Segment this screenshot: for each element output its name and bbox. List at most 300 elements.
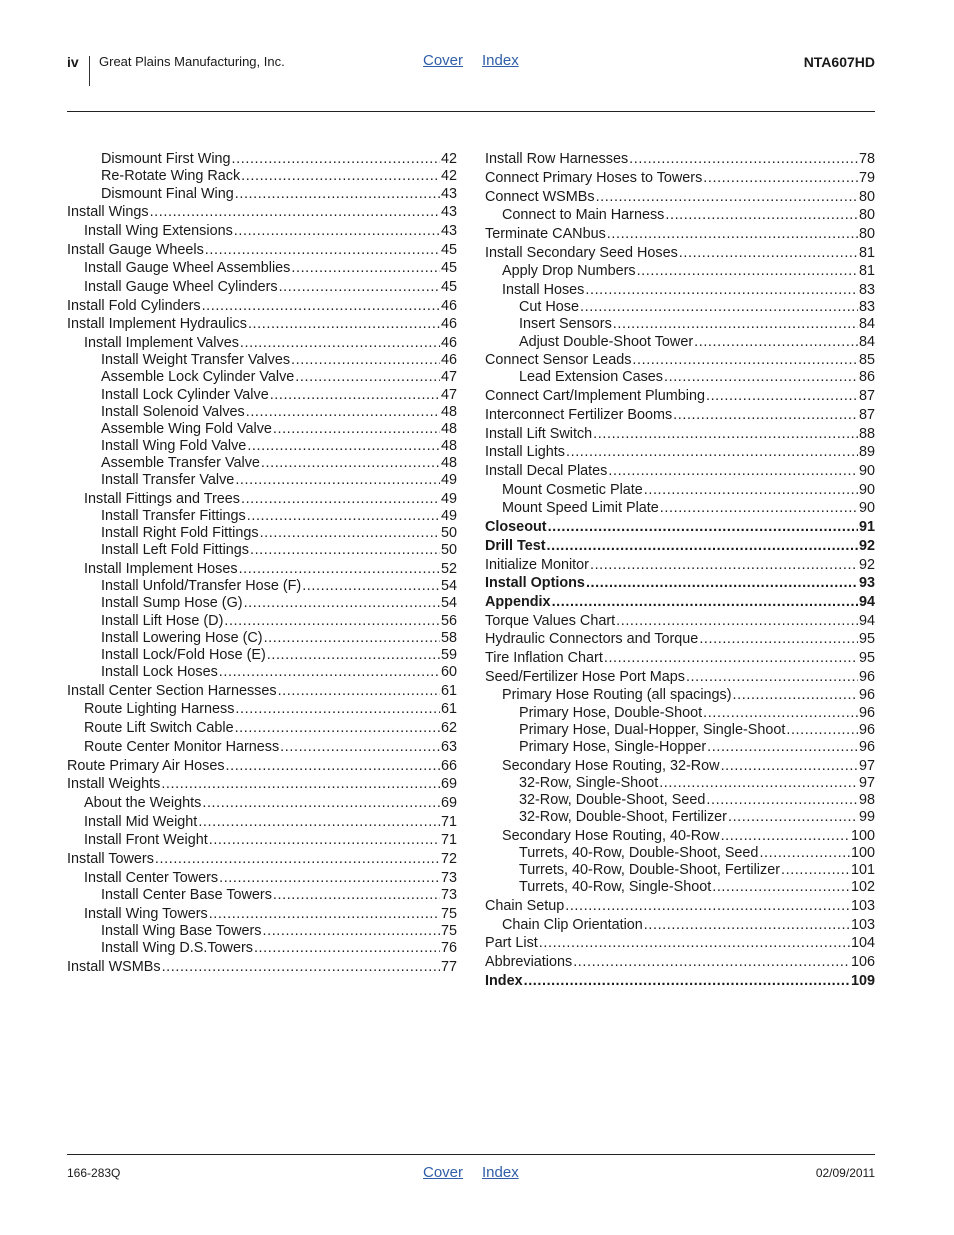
toc-entry-title: Install Lift Hose (D) xyxy=(101,613,224,629)
toc-entry[interactable] xyxy=(519,878,875,896)
toc-entry[interactable] xyxy=(485,169,875,187)
toc-entry-page: 69 xyxy=(440,776,457,792)
toc-entry[interactable] xyxy=(67,850,457,868)
toc-entry-page: 102 xyxy=(850,879,875,895)
toc-entry-page: 73 xyxy=(440,870,457,886)
toc-entry-page: 100 xyxy=(850,845,875,861)
toc-entry-title: Install Lights xyxy=(485,444,565,460)
toc-entry-title: Install Gauge Wheels xyxy=(67,242,204,258)
toc-entry-page: 81 xyxy=(858,245,875,261)
dot-leader xyxy=(607,225,858,243)
toc-entry-page: 94 xyxy=(858,594,875,610)
toc-entry-title: Install Center Base Towers xyxy=(101,887,272,903)
toc-entry-page: 95 xyxy=(858,631,875,647)
dot-leader xyxy=(219,663,440,681)
toc-entry-title: Primary Hose Routing (all spacings) xyxy=(502,687,732,703)
toc-entry-title: Install Wing D.S.Towers xyxy=(101,940,253,956)
toc-entry[interactable] xyxy=(485,244,875,262)
toc-entry-page: 50 xyxy=(440,542,457,558)
header-cover-link[interactable]: Cover xyxy=(423,52,464,69)
dot-leader xyxy=(637,262,858,280)
toc-entry-title: Install Implement Valves xyxy=(84,335,239,351)
toc-entry-title: Mount Cosmetic Plate xyxy=(502,482,643,498)
footer-rule xyxy=(67,1154,875,1155)
toc-entry[interactable] xyxy=(101,454,457,472)
dot-leader xyxy=(234,222,440,240)
toc-entry[interactable] xyxy=(67,203,457,221)
toc-entry[interactable] xyxy=(485,934,875,952)
toc-entry[interactable] xyxy=(101,663,457,681)
dot-leader xyxy=(703,704,858,722)
dot-leader xyxy=(240,334,440,352)
dot-leader xyxy=(613,315,858,333)
toc-entry-page: 84 xyxy=(858,316,875,332)
toc-entry-title: Install Wing Towers xyxy=(84,906,208,922)
toc-entry-title: Lead Extension Cases xyxy=(519,369,663,385)
dot-leader xyxy=(226,757,440,775)
toc-entry-page: 100 xyxy=(850,828,875,844)
toc-entry-page: 42 xyxy=(440,151,457,167)
toc-entry-title: 32-Row, Single-Shoot xyxy=(519,775,659,791)
toc-entry[interactable] xyxy=(519,315,875,333)
toc-entry-title: Install Decal Plates xyxy=(485,463,608,479)
toc-entry-title: Install Left Fold Fittings xyxy=(101,542,249,558)
dot-leader xyxy=(565,897,850,915)
toc-entry-title: Install Row Harnesses xyxy=(485,151,629,167)
toc-entry[interactable] xyxy=(101,437,457,455)
toc-entry[interactable] xyxy=(101,403,457,421)
dot-leader xyxy=(616,612,858,630)
dot-leader xyxy=(759,844,850,862)
toc-entry-page: 98 xyxy=(858,792,875,808)
toc-entry[interactable] xyxy=(101,612,457,630)
toc-entry[interactable] xyxy=(485,612,875,630)
dot-leader xyxy=(596,188,858,206)
toc-entry[interactable] xyxy=(519,844,875,862)
toc-entry-title: 32-Row, Double-Shoot, Seed xyxy=(519,792,706,808)
dot-leader xyxy=(291,259,440,277)
toc-entry-title: Re-Rotate Wing Rack xyxy=(101,168,241,184)
toc-entry-page: 78 xyxy=(858,151,875,167)
dot-leader xyxy=(644,481,858,499)
toc-entry[interactable] xyxy=(502,481,875,499)
toc-entry-title: Install WSMBs xyxy=(67,959,161,975)
toc-entry-title: Route Primary Air Hoses xyxy=(67,758,225,774)
toc-entry[interactable] xyxy=(485,630,875,648)
toc-entry-title: Appendix xyxy=(485,594,551,610)
dot-leader xyxy=(241,490,440,508)
toc-entry-page: 43 xyxy=(440,186,457,202)
toc-entry[interactable] xyxy=(519,738,875,756)
toc-entry-page: 106 xyxy=(850,954,875,970)
toc-entry[interactable] xyxy=(519,333,875,351)
toc-entry-page: 89 xyxy=(858,444,875,460)
dot-leader xyxy=(270,386,440,404)
toc-entry-title: About the Weights xyxy=(84,795,202,811)
dot-leader xyxy=(235,700,440,718)
dot-leader xyxy=(679,244,858,262)
toc-entry[interactable] xyxy=(485,537,875,555)
toc-entry[interactable] xyxy=(485,972,875,990)
dot-leader xyxy=(524,972,850,990)
toc-entry[interactable] xyxy=(101,577,457,595)
toc-entry-title: Install Transfer Valve xyxy=(101,472,235,488)
toc-entry-page: 49 xyxy=(440,472,457,488)
dot-leader xyxy=(539,934,850,952)
toc-entry-page: 83 xyxy=(858,299,875,315)
dot-leader xyxy=(235,471,440,489)
toc-entry[interactable] xyxy=(84,259,457,277)
toc-entry-page: 46 xyxy=(440,316,457,332)
toc-entry-page: 58 xyxy=(440,630,457,646)
toc-entry-title: Install Lock Hoses xyxy=(101,664,218,680)
toc-entry[interactable] xyxy=(84,813,457,831)
dot-leader xyxy=(547,537,858,555)
toc-entry[interactable] xyxy=(101,594,457,612)
toc-entry[interactable] xyxy=(519,704,875,722)
toc-entry[interactable] xyxy=(84,700,457,718)
toc-entry[interactable] xyxy=(519,368,875,386)
dot-leader xyxy=(198,813,440,831)
toc-entry[interactable] xyxy=(502,281,875,299)
toc-entry-page: 90 xyxy=(858,463,875,479)
toc-entry[interactable] xyxy=(485,225,875,243)
dot-leader xyxy=(781,861,850,879)
toc-entry[interactable] xyxy=(519,774,875,792)
toc-entry[interactable] xyxy=(485,897,875,915)
toc-entry-page: 62 xyxy=(440,720,457,736)
toc-entry-title: Install Weights xyxy=(67,776,161,792)
toc-entry[interactable] xyxy=(84,490,457,508)
dot-leader xyxy=(263,922,440,940)
toc-entry-title: Seed/Fertilizer Hose Port Maps xyxy=(485,669,685,685)
toc-entry-title: Install Wing Extensions xyxy=(84,223,233,239)
toc-entry[interactable] xyxy=(101,167,457,185)
toc-entry-page: 99 xyxy=(858,809,875,825)
dot-leader xyxy=(295,368,440,386)
toc-entry-page: 54 xyxy=(440,578,457,594)
toc-entry-page: 45 xyxy=(440,260,457,276)
toc-entry[interactable] xyxy=(502,262,875,280)
toc-entry-page: 48 xyxy=(440,421,457,437)
toc-entry[interactable] xyxy=(101,524,457,542)
toc-entry[interactable] xyxy=(485,443,875,461)
toc-entry-page: 61 xyxy=(440,683,457,699)
toc-entry-title: Install Mid Weight xyxy=(84,814,198,830)
toc-entry[interactable] xyxy=(84,905,457,923)
toc-entry[interactable] xyxy=(84,794,457,812)
toc-entry-title: Install Center Towers xyxy=(84,870,219,886)
toc-entry[interactable] xyxy=(485,387,875,405)
toc-entry-page: 69 xyxy=(440,795,457,811)
dot-leader xyxy=(608,462,858,480)
dot-leader xyxy=(239,560,440,578)
dot-leader xyxy=(566,443,858,461)
toc-entry-title: Closeout xyxy=(485,519,547,535)
dot-leader xyxy=(273,886,440,904)
dot-leader xyxy=(248,315,440,333)
dot-leader xyxy=(706,387,858,405)
dot-leader xyxy=(580,298,858,316)
toc-entry[interactable] xyxy=(101,351,457,369)
toc-entry-page: 96 xyxy=(858,687,875,703)
toc-entry[interactable] xyxy=(67,682,457,700)
toc-entry-title: Install Center Section Harnesses xyxy=(67,683,277,699)
toc-entry[interactable] xyxy=(485,188,875,206)
toc-entry-title: Chain Clip Orientation xyxy=(502,917,643,933)
toc-entry-title: Apply Drop Numbers xyxy=(502,263,636,279)
toc-entry[interactable] xyxy=(84,278,457,296)
toc-entry-page: 83 xyxy=(858,282,875,298)
toc-entry-page: 103 xyxy=(850,898,875,914)
dot-leader xyxy=(254,939,440,957)
toc-entry[interactable] xyxy=(519,721,875,739)
dot-leader xyxy=(278,682,440,700)
toc-entry-page: 94 xyxy=(858,613,875,629)
toc-entry[interactable] xyxy=(84,719,457,737)
toc-entry[interactable] xyxy=(485,425,875,443)
toc-entry[interactable] xyxy=(67,241,457,259)
toc-entry-title: Turrets, 40-Row, Double-Shoot, Fertilizer xyxy=(519,862,780,878)
toc-entry[interactable] xyxy=(485,518,875,536)
toc-entry[interactable] xyxy=(67,775,457,793)
toc-entry[interactable] xyxy=(84,738,457,756)
toc-entry[interactable] xyxy=(502,499,875,517)
toc-entry-title: Adjust Double-Shoot Tower xyxy=(519,334,694,350)
toc-entry-page: 76 xyxy=(440,940,457,956)
toc-entry-page: 93 xyxy=(858,575,875,591)
dot-leader xyxy=(267,646,440,664)
toc-entry[interactable] xyxy=(485,351,875,369)
toc-entry-title: Route Center Monitor Harness xyxy=(84,739,280,755)
toc-entry-page: 90 xyxy=(858,500,875,516)
toc-entry-page: 79 xyxy=(858,170,875,186)
toc-entry-page: 50 xyxy=(440,525,457,541)
toc-entry-page: 63 xyxy=(440,739,457,755)
toc-entry[interactable] xyxy=(519,298,875,316)
toc-entry-title: Assemble Lock Cylinder Valve xyxy=(101,369,295,385)
toc-entry[interactable] xyxy=(101,629,457,647)
toc-entry[interactable] xyxy=(485,953,875,971)
toc-entry-page: 92 xyxy=(858,538,875,554)
toc-entry-title: Connect Cart/Implement Plumbing xyxy=(485,388,705,404)
toc-entry-page: 96 xyxy=(858,705,875,721)
toc-entry-title: Install Lock/Fold Hose (E) xyxy=(101,647,266,663)
toc-entry-title: Connect WSMBs xyxy=(485,189,595,205)
toc-entry-title: Secondary Hose Routing, 32-Row xyxy=(502,758,720,774)
footer-cover-link[interactable]: Cover xyxy=(423,1164,464,1181)
toc-entry[interactable] xyxy=(101,646,457,664)
toc-entry-page: 46 xyxy=(440,352,457,368)
toc-entry-page: 54 xyxy=(440,595,457,611)
dot-leader xyxy=(155,850,440,868)
toc-entry-page: 97 xyxy=(858,758,875,774)
toc-entry[interactable] xyxy=(101,541,457,559)
toc-entry-title: Assemble Transfer Valve xyxy=(101,455,260,471)
toc-entry[interactable] xyxy=(84,869,457,887)
toc-entry-title: Install Wing Fold Valve xyxy=(101,438,247,454)
page-header xyxy=(67,52,875,92)
toc-entry-title: Initialize Monitor xyxy=(485,557,589,573)
toc-entry-title: Insert Sensors xyxy=(519,316,612,332)
toc-entry[interactable] xyxy=(502,916,875,934)
toc-entry-title: Part List xyxy=(485,935,538,951)
toc-entry[interactable] xyxy=(502,206,875,224)
toc-entry-title: Route Lift Switch Cable xyxy=(84,720,234,736)
toc-entry[interactable] xyxy=(101,471,457,489)
toc-entry-title: 32-Row, Double-Shoot, Fertilizer xyxy=(519,809,727,825)
toc-entry[interactable] xyxy=(101,886,457,904)
toc-entry[interactable] xyxy=(101,507,457,525)
dot-leader xyxy=(246,403,440,421)
dot-leader xyxy=(273,420,440,438)
toc-entry[interactable] xyxy=(101,185,457,203)
toc-entry-title: Drill Test xyxy=(485,538,546,554)
toc-entry-page: 81 xyxy=(858,263,875,279)
toc-entry[interactable] xyxy=(485,556,875,574)
toc-entry-page: 59 xyxy=(440,647,457,663)
toc-entry[interactable] xyxy=(84,222,457,240)
toc-entry-title: Install Implement Hydraulics xyxy=(67,316,247,332)
toc-entry-page: 72 xyxy=(440,851,457,867)
dot-leader xyxy=(250,541,440,559)
toc-entry-page: 46 xyxy=(440,298,457,314)
header-rule xyxy=(67,111,875,112)
dot-leader xyxy=(632,351,858,369)
dot-leader xyxy=(721,757,858,775)
toc-entry-title: Interconnect Fertilizer Booms xyxy=(485,407,673,423)
dot-leader xyxy=(202,794,440,812)
toc-entry-title: Dismount First Wing xyxy=(101,151,231,167)
toc-entry-page: 71 xyxy=(440,814,457,830)
toc-entry-page: 92 xyxy=(858,557,875,573)
toc-entry[interactable] xyxy=(485,593,875,611)
toc-entry-title: Install Weight Transfer Valves xyxy=(101,352,291,368)
toc-entry-title: Cut Hose xyxy=(519,299,579,315)
dot-leader xyxy=(261,454,440,472)
toc-entry[interactable] xyxy=(485,150,875,168)
toc-entry[interactable] xyxy=(485,574,875,592)
toc-entry-title: Install Transfer Fittings xyxy=(101,508,246,524)
toc-entry[interactable] xyxy=(84,334,457,352)
dot-leader xyxy=(235,185,440,203)
toc-entry-title: Install Implement Hoses xyxy=(84,561,238,577)
toc-entry-page: 80 xyxy=(858,226,875,242)
toc-entry[interactable] xyxy=(101,939,457,957)
toc-entry[interactable] xyxy=(67,297,457,315)
toc-entry-title: Install Gauge Wheel Assemblies xyxy=(84,260,291,276)
toc-entry[interactable] xyxy=(101,922,457,940)
dot-leader xyxy=(728,808,858,826)
dot-leader xyxy=(235,719,440,737)
dot-leader xyxy=(733,686,858,704)
toc-entry[interactable] xyxy=(485,668,875,686)
dot-leader xyxy=(302,577,440,595)
footer-index-link[interactable]: Index xyxy=(482,1164,519,1181)
toc-entry-title: Install Unfold/Transfer Hose (F) xyxy=(101,578,302,594)
toc-entry[interactable] xyxy=(519,808,875,826)
toc-entry-title: Secondary Hose Routing, 40-Row xyxy=(502,828,720,844)
toc-entry[interactable] xyxy=(101,368,457,386)
toc-entry[interactable] xyxy=(101,420,457,438)
toc-entry-page: 45 xyxy=(440,279,457,295)
toc-entry-page: 52 xyxy=(440,561,457,577)
toc-entry-page: 85 xyxy=(858,352,875,368)
toc-entry-title: Index xyxy=(485,973,523,989)
toc-entry-page: 96 xyxy=(858,669,875,685)
toc-entry-title: Install Solenoid Valves xyxy=(101,404,245,420)
dot-leader xyxy=(673,406,858,424)
toc-entry-page: 42 xyxy=(440,168,457,184)
dot-leader xyxy=(604,649,858,667)
dot-leader xyxy=(205,241,440,259)
toc-entry-title: Install Right Fold Fittings xyxy=(101,525,259,541)
toc-entry-title: Primary Hose, Double-Shoot xyxy=(519,705,703,721)
dot-leader xyxy=(659,774,858,792)
toc-entry[interactable] xyxy=(502,686,875,704)
header-index-link[interactable]: Index xyxy=(482,52,519,69)
toc-entry[interactable] xyxy=(101,386,457,404)
toc-entry-page: 43 xyxy=(440,223,457,239)
dot-leader xyxy=(209,831,440,849)
dot-leader xyxy=(706,791,858,809)
toc-entry[interactable] xyxy=(101,150,457,168)
dot-leader xyxy=(247,507,440,525)
dot-leader xyxy=(721,827,850,845)
toc-entry[interactable] xyxy=(67,958,457,976)
toc-entry-page: 80 xyxy=(858,207,875,223)
toc-entry[interactable] xyxy=(485,462,875,480)
toc-entry-title: Tire Inflation Chart xyxy=(485,650,603,666)
toc-entry-title: Install Lift Switch xyxy=(485,426,593,442)
dot-leader xyxy=(707,738,858,756)
toc-entry-page: 60 xyxy=(440,664,457,680)
toc-entry[interactable] xyxy=(84,560,457,578)
dot-leader xyxy=(552,593,858,611)
toc-entry-page: 47 xyxy=(440,387,457,403)
toc-entry[interactable] xyxy=(519,861,875,879)
toc-entry[interactable] xyxy=(67,315,457,333)
toc-entry-title: Terminate CANbus xyxy=(485,226,606,242)
toc-entry-page: 80 xyxy=(858,189,875,205)
toc-entry[interactable] xyxy=(519,791,875,809)
dot-leader xyxy=(247,437,440,455)
toc-entry[interactable] xyxy=(502,757,875,775)
toc-entry-page: 84 xyxy=(858,334,875,350)
dot-leader xyxy=(161,775,440,793)
toc-entry-page: 43 xyxy=(440,204,457,220)
toc-entry[interactable] xyxy=(84,831,457,849)
toc-entry[interactable] xyxy=(67,757,457,775)
toc-entry-title: Install Sump Hose (G) xyxy=(101,595,243,611)
toc-entry-page: 97 xyxy=(858,775,875,791)
toc-entry-page: 45 xyxy=(440,242,457,258)
toc-entry-title: Install Lock Cylinder Valve xyxy=(101,387,269,403)
dot-leader xyxy=(548,518,858,536)
toc-entry-title: Install Wing Base Towers xyxy=(101,923,262,939)
toc-entry-page: 48 xyxy=(440,404,457,420)
toc-entry[interactable] xyxy=(502,827,875,845)
toc-entry-title: Assemble Wing Fold Valve xyxy=(101,421,272,437)
toc-entry[interactable] xyxy=(485,649,875,667)
dot-leader xyxy=(291,351,440,369)
toc-entry-page: 48 xyxy=(440,438,457,454)
toc-entry[interactable] xyxy=(485,406,875,424)
toc-entry-title: Route Lighting Harness xyxy=(84,701,235,717)
dot-leader xyxy=(593,425,858,443)
toc-entry-page: 88 xyxy=(858,426,875,442)
toc-entry-title: Primary Hose, Dual-Hopper, Single-Shoot xyxy=(519,722,786,738)
